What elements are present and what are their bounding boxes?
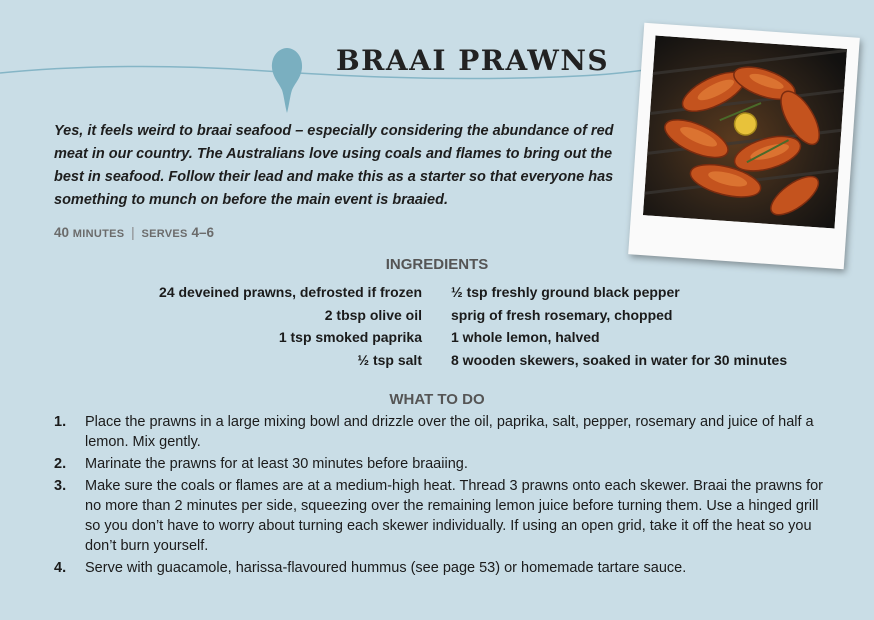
ingredient-item: 8 wooden skewers, soaked in water for 30 minutes	[451, 351, 788, 368]
step-text: Marinate the prawns for at least 30 minutes before braaiing.	[85, 456, 468, 472]
step-text: Place the prawns in a large mixing bowl and drizzle over the oil, paprika, salt, pepper, rosemary and juice of half a lemon. Mix gently.	[85, 414, 814, 450]
recipe-intro: Yes, it feels weird to braai seafood – especially considering the abundance of red meat in our country. The Australians love using coals and flames to bring out the best in seafood. Follow their lead and make this as a starter so that everyone has something to munch on before the main event is braaied.	[54, 123, 614, 208]
ingredient-item: sprig of fresh rosemary, chopped	[451, 306, 673, 323]
step-text: Serve with guacamole, harissa-flavoured hummus (see page 53) or homemade tartare sauce.	[85, 560, 687, 576]
recipe-meta	[54, 225, 214, 240]
step-number: 1.	[54, 414, 67, 430]
ingredient-item: 1 whole lemon, halved	[451, 329, 600, 345]
method-step	[54, 412, 834, 452]
step-number: 4.	[54, 560, 67, 576]
time-unit: MINUTES	[72, 228, 125, 240]
step-number: 3.	[54, 478, 67, 494]
ingredient-item: ½ tsp salt	[357, 351, 422, 368]
ingredient-item: 2 tbsp olive oil	[324, 306, 422, 323]
ingredients-list-left	[159, 281, 422, 371]
method-heading: WHAT TO DO	[389, 391, 485, 408]
ingredients-list-right	[451, 281, 787, 371]
method-step	[54, 476, 834, 556]
serves-value: 4–6	[191, 225, 214, 240]
water-drop-icon	[272, 48, 302, 113]
ingredient-item: 24 deveined prawns, defrosted if frozen	[159, 284, 422, 300]
ingredients-heading: INGREDIENTS	[385, 256, 489, 273]
recipe-title: BRAAI PRAWNS	[336, 44, 610, 77]
ingredient-item: ½ tsp freshly ground black pepper	[451, 284, 680, 300]
meta-separator: |	[131, 225, 135, 240]
step-number: 2.	[54, 456, 67, 472]
grilled-prawns-photo	[628, 23, 860, 270]
method-steps	[54, 412, 834, 580]
method-step	[54, 558, 834, 578]
serves-label: SERVES	[141, 228, 188, 240]
ingredient-item: 1 tsp smoked paprika	[278, 329, 422, 345]
method-step	[54, 454, 834, 474]
time-value: 40	[54, 225, 70, 240]
step-text: Make sure the coals or flames are at a medium-high heat. Thread 3 prawns onto each skewer. Braai the prawns for no more than 2 minutes per side, squeezing over the remaining lemon juice before turning them. Use a hinged grill so you don’t have to worry about turning each skewer individually. If using an open grid, take it off the heat so you don’t burn yourself.	[85, 478, 823, 554]
